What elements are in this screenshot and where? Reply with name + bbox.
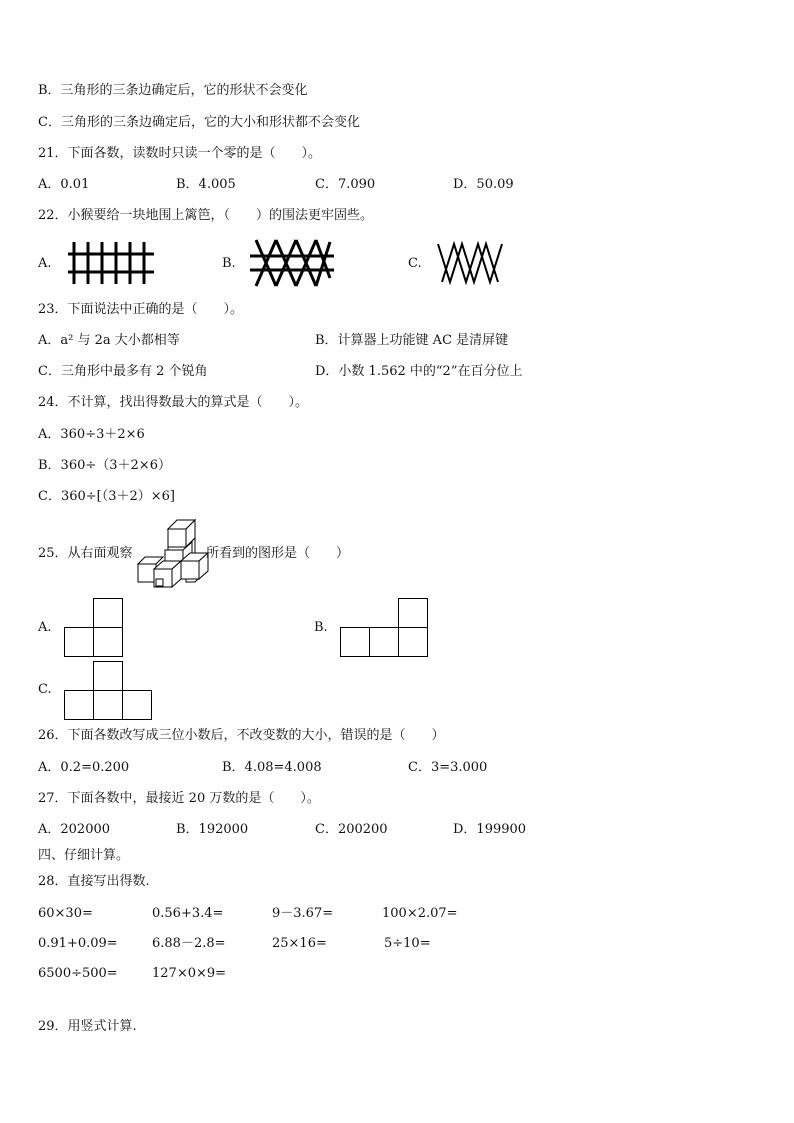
view-b-figure (340, 598, 430, 658)
fence-zigzag-figure (436, 240, 504, 286)
q27-option-c: C．200200 (315, 822, 388, 837)
fence-cross-figure (250, 238, 334, 288)
calc-item: 25×16= (272, 936, 327, 951)
q22-option-a: A. (38, 256, 52, 271)
calc-item: 6500÷500= (38, 966, 118, 981)
q25-option-a: A. (38, 620, 52, 635)
calc-item: 0.91+0.09= (38, 936, 118, 951)
q23-option-a: A．a² 与 2a 大小都相等 (38, 333, 180, 348)
q25-stem-prefix: 25．从右面观察 (38, 546, 133, 561)
q24-option-a: A．360÷3＋2×6 (38, 427, 145, 442)
q27-stem: 27．下面各数中，最接近 20 万数的是（ ）。 (38, 791, 320, 806)
fence-grid-figure (66, 240, 156, 286)
q25-option-c: C. (38, 682, 52, 697)
q24-option-c: C．360÷[（3＋2）×6] (38, 489, 176, 504)
q23-stem: 23．下面说法中正确的是（ ）。 (38, 302, 244, 317)
q27-option-b: B．192000 (176, 822, 249, 837)
section-title: 四、仔细计算。 (38, 848, 130, 863)
calc-item: 0.56+3.4= (152, 906, 224, 921)
q26-option-c: C．3=3.000 (408, 760, 488, 775)
q25-option-b: B. (314, 620, 328, 635)
q24-stem: 24．不计算，找出得数最大的算式是（ ）。 (38, 395, 309, 410)
q22-option-b: B. (222, 256, 236, 271)
q22-stem: 22．小猴要给一块地围上篱笆，（ ）的围法更牢固些。 (38, 208, 374, 223)
q21-stem: 21．下面各数，读数时只读一个零的是（ ）。 (38, 146, 322, 161)
q27-option-d: D．199900 (453, 822, 527, 837)
calc-item: 6.88－2.8= (152, 936, 226, 951)
q21-option-d: D．50.09 (453, 177, 514, 192)
cube-stack-figure (137, 516, 209, 594)
calc-item: 9－3.67= (272, 906, 334, 921)
q22-option-c: C. (408, 256, 422, 271)
q26-stem: 26．下面各数改写成三位小数后，不改变数的大小，错误的是（ ） (38, 728, 445, 743)
view-c-figure (64, 661, 154, 721)
q23-option-b: B．计算器上功能键 AC 是清屏键 (315, 333, 509, 348)
q28-stem: 28．直接写出得数. (38, 874, 150, 889)
calc-item: 60×30= (38, 906, 93, 921)
q27-option-a: A．202000 (38, 822, 111, 837)
q25-stem-suffix: 所看到的图形是（ ） (206, 546, 350, 561)
calc-item: 100×2.07= (382, 906, 458, 921)
q23-option-d: D．小数 1.562 中的“2”在百分位上 (315, 364, 523, 379)
q21-option-b: B．4.005 (176, 177, 236, 192)
q21-option-a: A．0.01 (38, 177, 90, 192)
q29-stem: 29．用竖式计算. (38, 1019, 137, 1034)
q24-option-b: B．360÷（3＋2×6） (38, 458, 171, 473)
calc-item: 5÷10= (384, 936, 431, 951)
q20-option-c: C．三角形的三条边确定后，它的大小和形状都不会变化 (38, 115, 360, 130)
q23-option-c: C．三角形中最多有 2 个锐角 (38, 364, 208, 379)
q21-option-c: C．7.090 (315, 177, 376, 192)
calc-item: 127×0×9= (152, 966, 227, 981)
q26-option-b: B．4.08=4.008 (222, 760, 322, 775)
q20-option-b: B．三角形的三条边确定后，它的形状不会变化 (38, 83, 308, 98)
view-a-figure (64, 598, 124, 658)
q26-option-a: A．0.2=0.200 (38, 760, 130, 775)
